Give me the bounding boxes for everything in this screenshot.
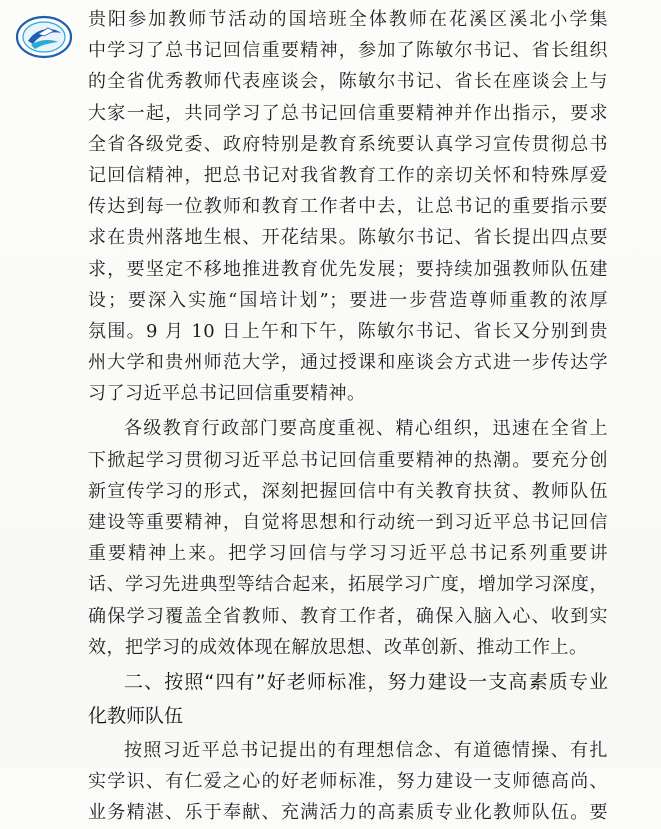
- paragraph-1: [88, 4, 608, 409]
- text-line: 确保学习覆盖全省教师、教育工作者，确保入脑入心、收到实: [88, 605, 608, 627]
- school-logo-icon: [14, 14, 74, 60]
- text-line: 全省各级党委、政府特别是教育系统要认真学习宣传贯彻总书: [88, 133, 608, 155]
- text-line: 传达到每一位教师和教育工作者中去，让总书记的重要指示要: [88, 196, 608, 218]
- text-line: 设；要深入实施“国培计划”；要进一步营造尊师重教的浓厚: [88, 289, 608, 311]
- text-line: 记回信精神，把总书记对我省教育工作的亲切关怀和特殊厚爱: [88, 164, 608, 186]
- paragraph-3: [88, 735, 608, 829]
- text-line: 新宣传学习的形式，深刻把握回信中有关教育扶贫、教师队伍: [88, 480, 608, 502]
- text-line: 中学习了总书记回信重要精神，参加了陈敏尔书记、省长组织: [88, 40, 608, 62]
- section-heading-line: 化教师队伍: [88, 704, 184, 727]
- section-heading: [88, 665, 608, 733]
- text-line: 贵阳参加教师节活动的国培班全体教师在花溪区溪北小学集: [88, 9, 608, 30]
- text-line: 按照习近平总书记提出的有理想信念、有道德情操、有扎: [124, 739, 608, 761]
- text-line: 氛围。9 月 10 日上午和下午，陈敏尔书记、省长又分别到贵: [88, 320, 608, 342]
- text-line: 业务精湛、乐于奉献、充满活力的高素质专业化教师队伍。要: [88, 802, 608, 824]
- text-line: 求在贵州落地生根、开花结果。陈敏尔书记、省长提出四点要: [88, 227, 608, 249]
- paragraph-2: [88, 413, 608, 663]
- school-logo: [14, 14, 74, 60]
- text-line: 建设等重要精神，自觉将思想和行动统一到习近平总书记回信: [88, 512, 608, 533]
- text-line: 习了习近平总书记回信重要精神。: [88, 383, 366, 405]
- document-body: [88, 4, 608, 829]
- section-heading-line: 二、按照“四有”好老师标准，努力建设一支高素质专业: [124, 670, 608, 693]
- text-line: 各级教育行政部门要高度重视、精心组织，迅速在全省上: [124, 418, 608, 440]
- text-line: 大家一起，共同学习了总书记回信重要精神并作出指示，要求: [88, 102, 608, 124]
- text-line: 重要精神上来。把学习回信与学习习近平总书记系列重要讲: [88, 543, 608, 565]
- text-line: 州大学和贵州师范大学，通过授课和座谈会方式进一步传达学: [88, 352, 608, 374]
- text-line: 下掀起学习贯彻习近平总书记回信重要精神的热潮。要充分创: [88, 449, 608, 471]
- text-line: 求，要坚定不移地推进教育优先发展；要持续加强教师队伍建: [88, 258, 608, 280]
- text-line: 的全省优秀教师代表座谈会，陈敏尔书记、省长在座谈会上与: [88, 71, 608, 93]
- text-line: 实学识、有仁爱之心的好老师标准，努力建设一支师德高尚、: [88, 771, 608, 793]
- text-line: 话、学习先进典型等结合起来，拓展学习广度，增加学习深度，: [88, 574, 608, 596]
- text-line: 效，把学习的成效体现在解放思想、改革创新、推动工作上。: [88, 636, 588, 658]
